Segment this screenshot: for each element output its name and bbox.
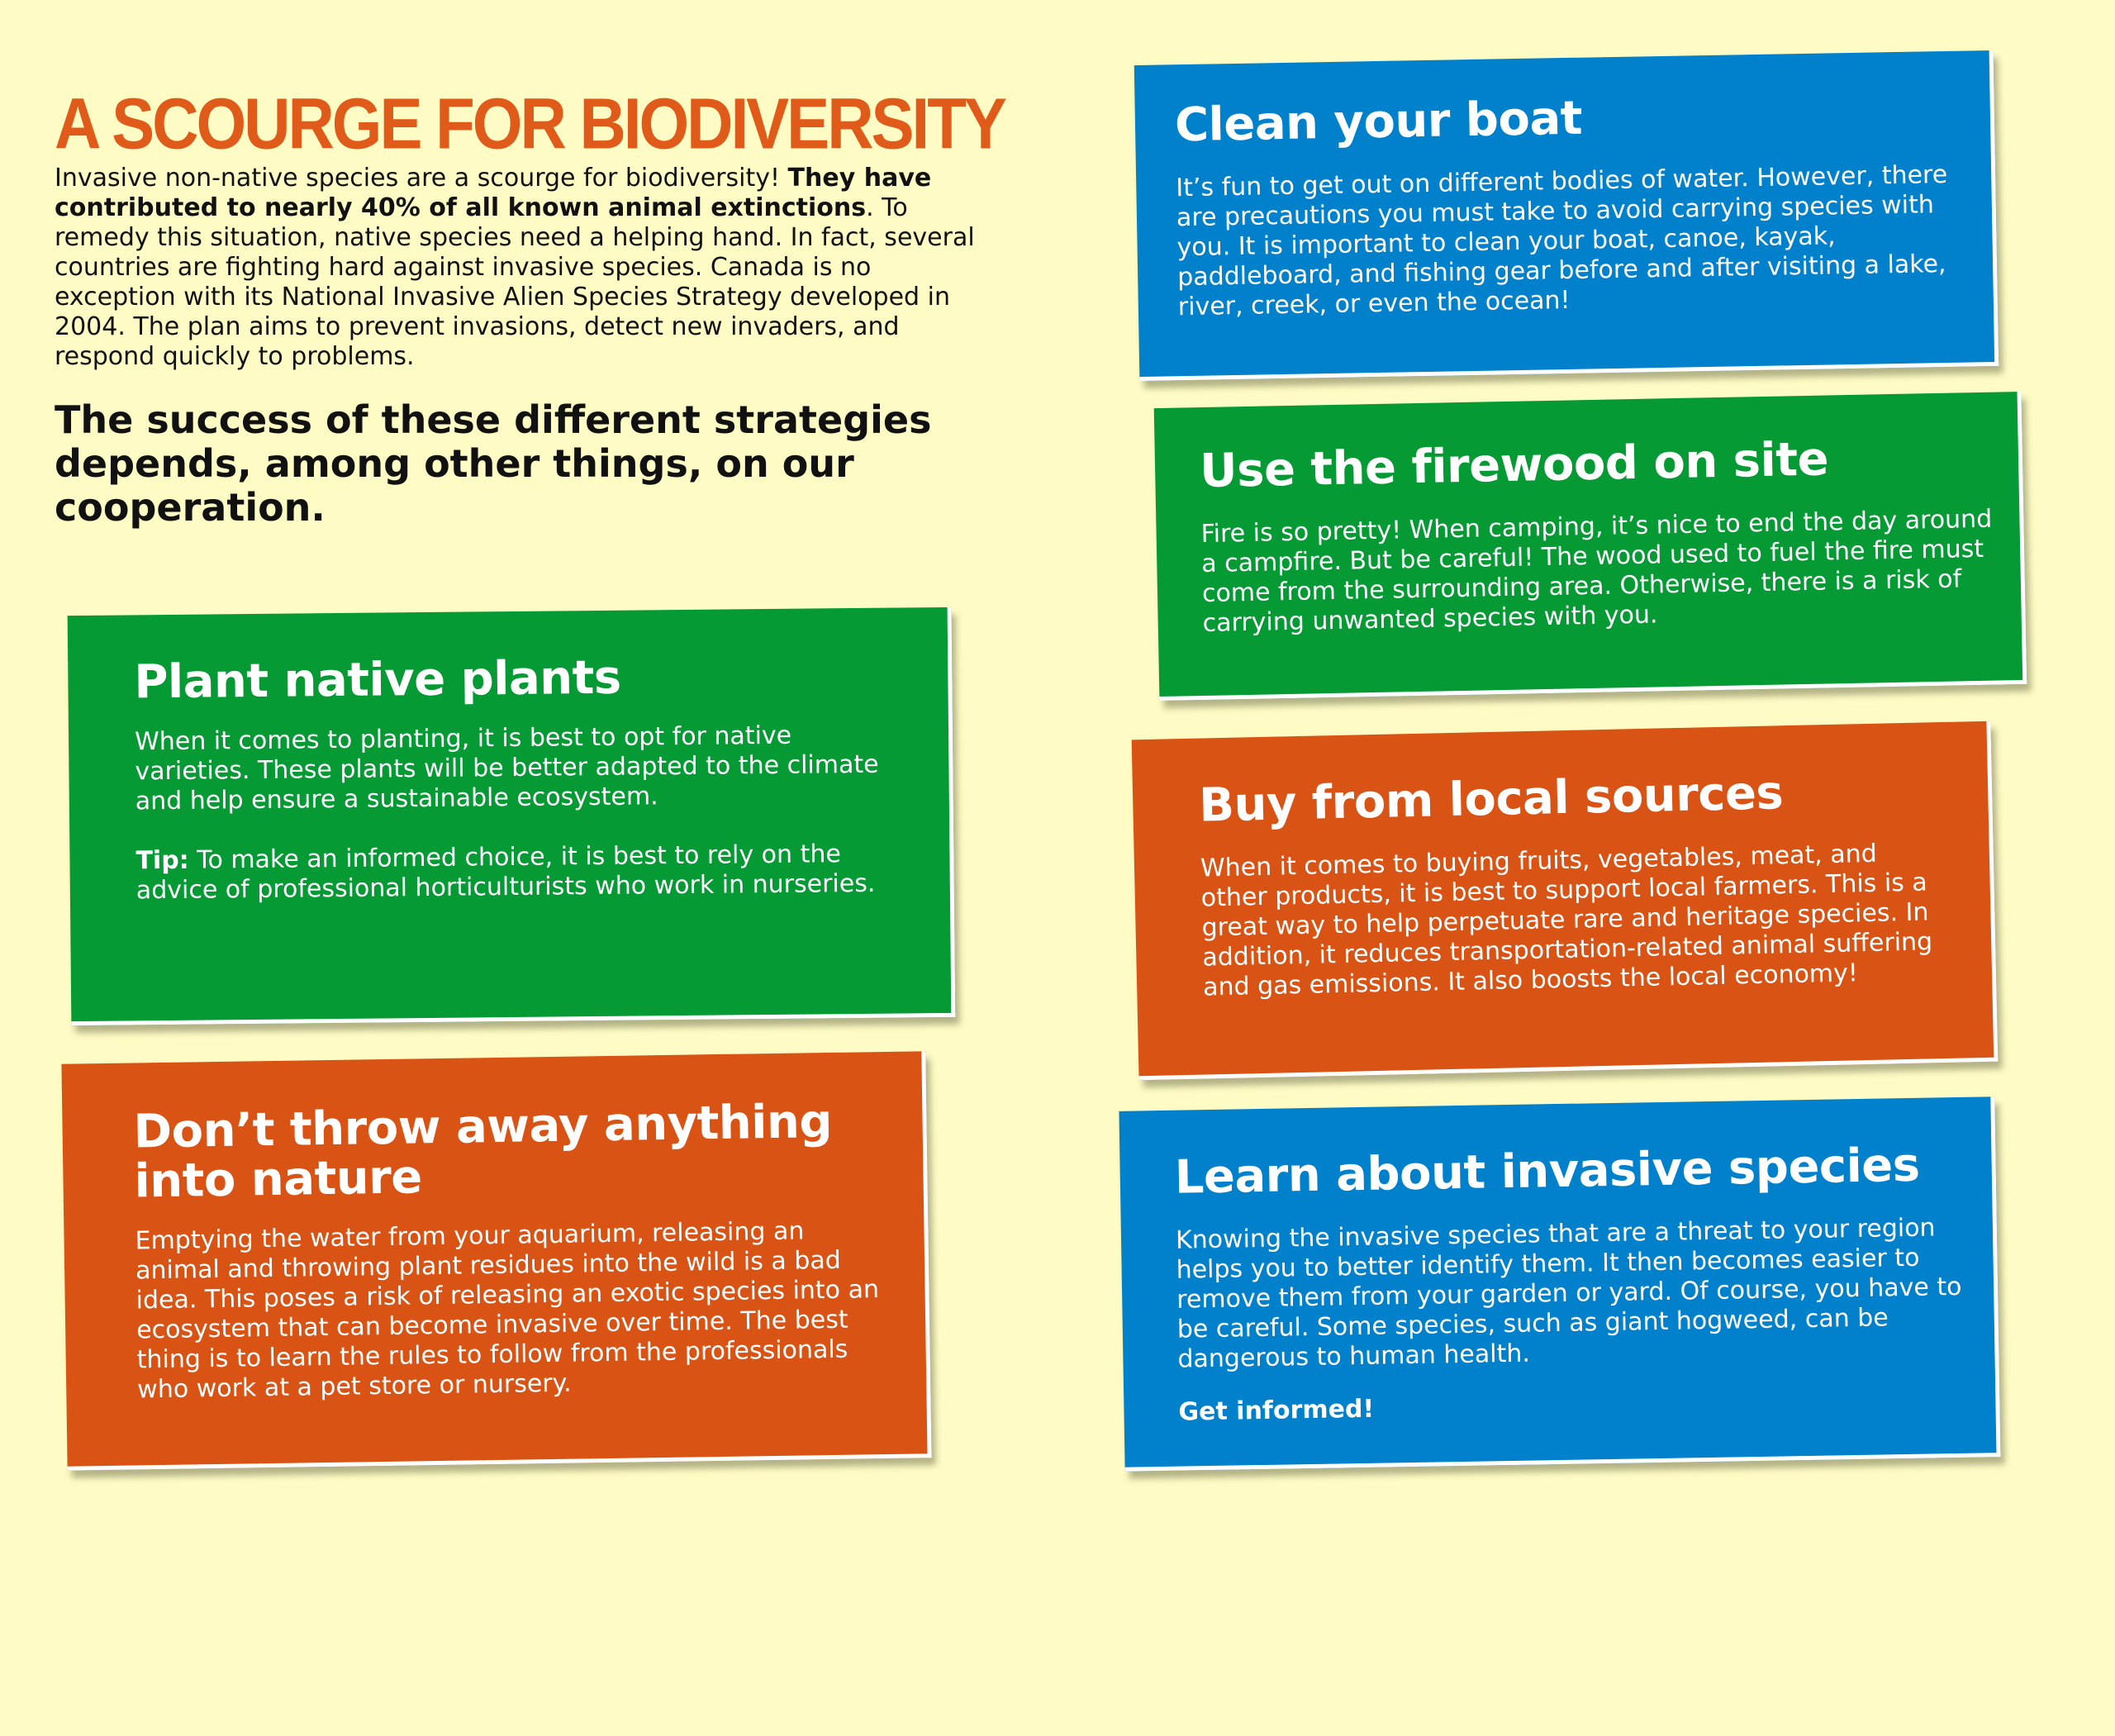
card-learn-invasive-species [1119, 1096, 2000, 1472]
card-use-firewood-on-site [1154, 392, 2027, 701]
card-title: Don’t throw away anything into nature [133, 1094, 833, 1209]
card-body: When it comes to buying fruits, vegetables, meat, and other products, it is best to support local farmers. This is a great way to help perpetuate rare and heritage species. In addition, it reduces transportation-related animal suffering and gas emissions. It also boosts the local economy! [1200, 839, 1933, 1002]
tip-text: To make an informed choice, it is best to rely on the advice of professional horticulturists who work in nurseries. [135, 839, 876, 906]
intro-bold-text: They have contributed to nearly 40% of all known animal extinctions [55, 164, 932, 222]
card-body: When it comes to planting, it is best to opt for native varieties. These plants will be better adapted to the climate and help ensure a sustainable ecosystem. [134, 721, 879, 816]
card-body: Fire is so pretty! When camping, it’s nice to end the day around a campfire. But be careful! The wood used to fuel the fire must come from the surrounding area. Otherwise, there is a risk of carrying unwanted species with you. [1200, 504, 1993, 639]
intro-paragraph [55, 164, 996, 372]
intro-text-2: . To remedy this situation, native species need a helping hand. In fact, several countries are fighting hard against invasive species. Canada is no exception with its National Invasive Alien Species Strategy developed in 2004. The plan aims to prevent invasions, detect new invaders, and respond quickly to problems. [55, 193, 975, 371]
card-title: Plant native plants [134, 650, 622, 710]
card-title: Use the firewood on site [1199, 432, 1829, 499]
card-body: It’s fun to get out on different bodies of water. However, there are precautions you must take to avoid carrying species with you. It is important to clean your boat, canoe, kayak, paddleboard, and fishing gear before and after visiting a lake, river, creek, or even the ocean! [1176, 159, 1948, 322]
card-title: Learn about invasive species [1174, 1138, 1921, 1205]
get-informed-link[interactable]: Get informed! [1178, 1394, 1375, 1427]
card-tip [135, 839, 901, 906]
card-body: Knowing the invasive species that are a threat to your region helps you to better identify them. It then becomes easier to remove them from your garden or yard. Of course, you have to be careful. Some species, such as giant hogweed, can be dangerous to human health. [1175, 1213, 1962, 1374]
card-clean-your-boat [1134, 50, 1999, 381]
card-dont-throw-away [61, 1051, 931, 1470]
card-title: Buy from local sources [1198, 766, 1784, 833]
tip-label: Tip: [135, 845, 189, 876]
card-body: Emptying the water from your aquarium, releasing an animal and throwing plant residues into the wild is a bad idea. This poses a risk of releasing an exotic species into an ecosystem that can become invasive over time. The best thing is to learn the rules to follow from the professionals who work at a pet store or nursery. [135, 1216, 880, 1405]
lead-statement: The success of these different strategies depends, among other things, on our cooperation. [55, 397, 932, 530]
intro-text-1: Invasive non-native species are a scourge for biodiversity! [55, 164, 788, 193]
card-title: Clean your boat [1174, 91, 1583, 153]
card-buy-local [1132, 721, 1999, 1081]
page-title: A SCOURGE FOR BIODIVERSITY [55, 83, 1005, 164]
card-plant-native-plants [68, 607, 956, 1025]
